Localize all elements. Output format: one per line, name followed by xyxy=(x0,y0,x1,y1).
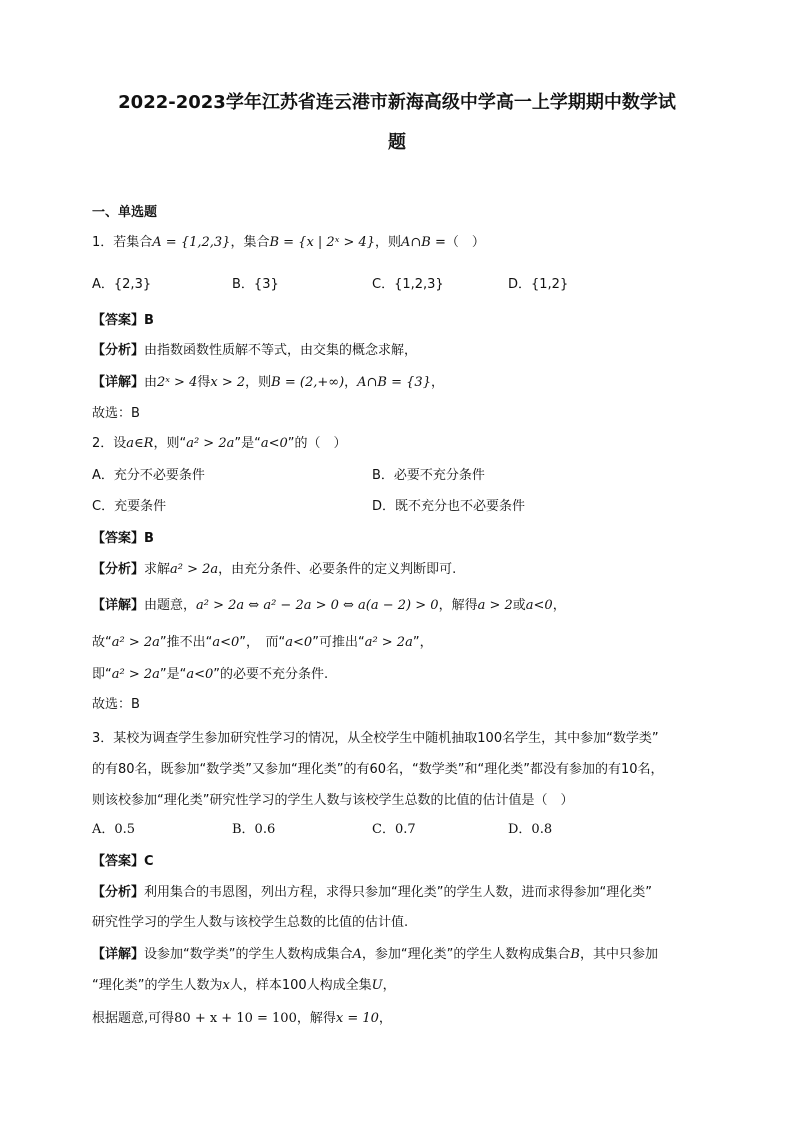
document-title: 2022-2023学年江苏省连云港市新海高级中学高一上学期期中数学试 xyxy=(118,92,676,113)
question-1-answer: 【答案】B xyxy=(92,313,154,328)
question-1-conclusion: 故选：B xyxy=(92,406,140,421)
question-2-conclusion: 故选：B xyxy=(92,697,140,712)
question-3-option-d: D．0.8 xyxy=(508,822,553,837)
question-2-stem: 2．设a∈R，则“a² > 2a”是“a<0”的（ ） xyxy=(92,436,347,451)
document-title-continued: 题 xyxy=(388,132,406,153)
question-3-option-c: C．0.7 xyxy=(372,822,416,837)
question-3-detail-line-3: 根据题意,可得80 + x + 10 = 100，解得x = 10， xyxy=(92,1011,392,1026)
question-3-detail: 【详解】设参加“数学类”的学生人数构成集合A，参加“理化类”的学生人数构成集合B，其中只参加 xyxy=(92,947,658,962)
question-3-answer: 【答案】C xyxy=(92,854,154,869)
question-1-stem: 1．若集合A = {1,2,3}，集合B = {x | 2ˣ > 4}，则A∩B =（ ） xyxy=(92,235,485,250)
question-2-analysis: 【分析】求解a² > 2a，由充分条件、必要条件的定义判断即可. xyxy=(92,562,457,577)
question-3-stem-line-2: 的有80名，既参加“数学类”又参加“理化类”的有60名，“数学类”和“理化类”都没有参加的有10名， xyxy=(92,762,664,777)
question-3-option-b: B．0.6 xyxy=(232,822,276,837)
question-2-option-b: B．必要不充分条件 xyxy=(372,468,485,483)
question-2-detail-line-3: 即“a² > 2a”是“a<0”的必要不充分条件. xyxy=(92,667,329,682)
question-1-analysis: 【分析】由指数函数性质解不等式，由交集的概念求解， xyxy=(92,343,418,358)
question-2-option-c: C．充要条件 xyxy=(92,499,167,514)
section-heading: 一、单选题 xyxy=(92,205,158,220)
question-2-detail-line-2: 故“a² > 2a”推不出“a<0”， 而“a<0”可推出“a² > 2a”， xyxy=(92,635,433,650)
question-1-option-b: B．{3} xyxy=(232,277,279,292)
question-3-option-a: A．0.5 xyxy=(92,822,136,837)
question-2-option-d: D．既不充分也不必要条件 xyxy=(372,499,526,514)
question-2-option-a: A．充分不必要条件 xyxy=(92,468,205,483)
question-1-detail: 【详解】由2ˣ > 4得x > 2，则B = (2,+∞)，A∩B = {3}， xyxy=(92,375,444,390)
question-1-option-a: A．{2,3} xyxy=(92,277,152,292)
question-1-option-d: D．{1,2} xyxy=(508,277,569,292)
question-2-answer: 【答案】B xyxy=(92,531,154,546)
question-2-detail: 【详解】由题意，a² > 2a ⇔ a² − 2a > 0 ⇔ a(a − 2) > 0，解得a > 2或a<0， xyxy=(92,598,566,613)
question-3-stem-line-1: 3．某校为调查学生参加研究性学习的情况，从全校学生中随机抽取100名学生，其中参加“数学类” xyxy=(92,731,659,746)
question-3-analysis-line-2: 研究性学习的学生人数与该校学生总数的比值的估计值. xyxy=(92,915,409,930)
question-3-analysis: 【分析】利用集合的韦恩图，列出方程，求得只参加“理化类”的学生人数，进而求得参加“理化类” xyxy=(92,885,652,900)
question-1-option-c: C．{1,2,3} xyxy=(372,277,444,292)
question-3-stem-line-3: 则该校参加“理化类”研究性学习的学生人数与该校学生总数的比值的估计值是（ ） xyxy=(92,793,574,808)
question-3-detail-line-2: “理化类”的学生人数为x人，样本100人构成全集U， xyxy=(92,978,396,993)
